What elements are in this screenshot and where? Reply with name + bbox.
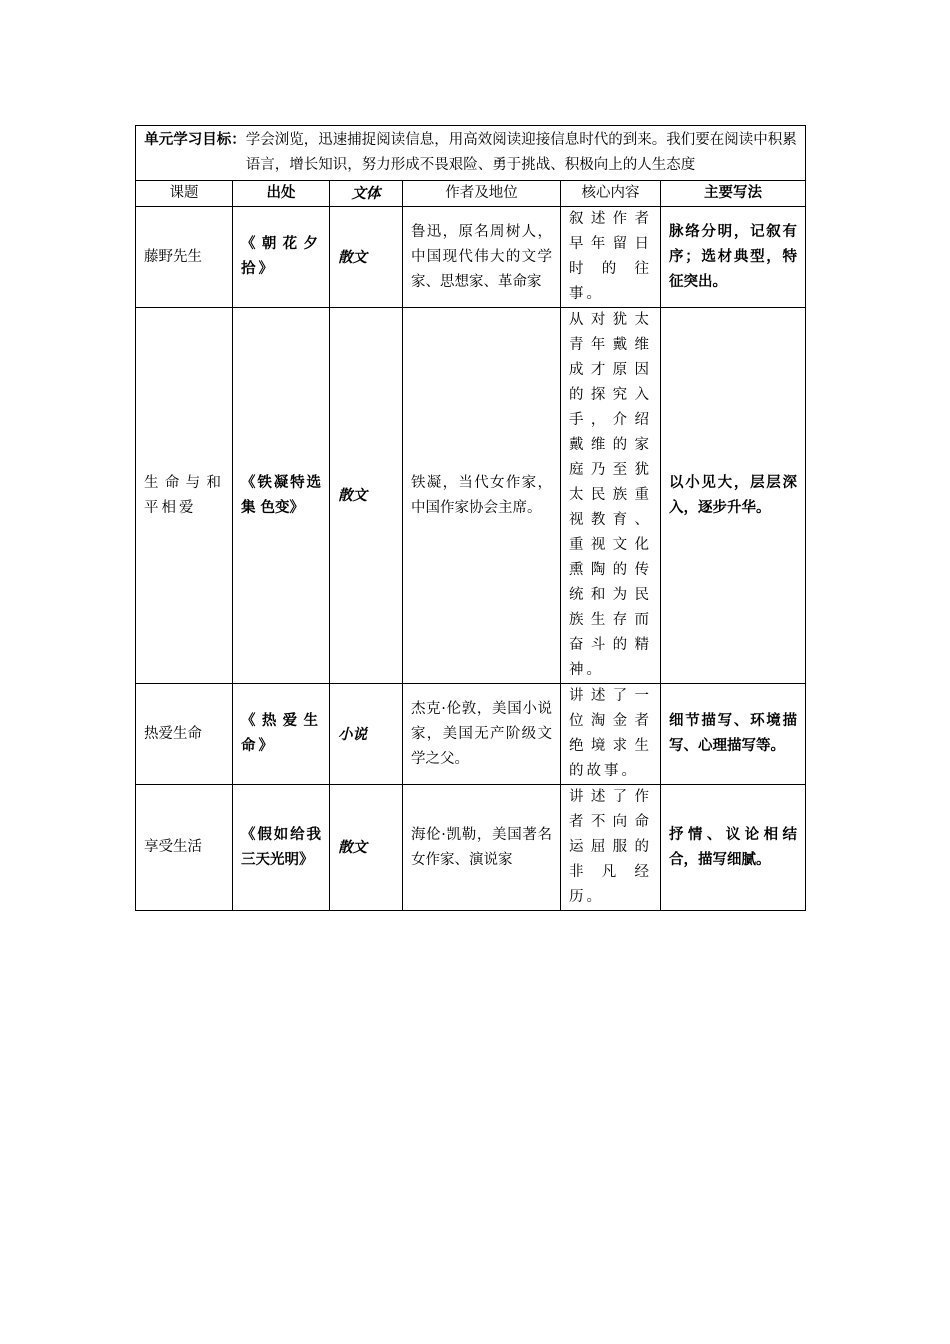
lesson-source: 《朝花夕拾》 xyxy=(233,207,330,308)
header-row xyxy=(136,181,806,207)
header-title: 课题 xyxy=(136,181,233,207)
lesson-method: 以小见大，层层深入，逐步升华。 xyxy=(661,308,806,684)
goal-cell xyxy=(136,126,806,181)
lesson-method: 抒情、议论相结合，描写细腻。 xyxy=(661,785,806,911)
lesson-author: 海伦·凯勒，美国著名女作家、演说家 xyxy=(403,785,561,911)
goal-label: 单元学习目标： xyxy=(144,132,246,148)
header-genre: 文体 xyxy=(330,181,403,207)
unit-table xyxy=(135,125,806,911)
lesson-source: 《热爱生命》 xyxy=(233,684,330,785)
table-row xyxy=(136,684,806,785)
lesson-content: 从对犹太青年戴维成才原因的探究入手，介绍戴维的家庭乃至犹太民族重视教育、重视文化熏陶的传统和为民族生存而奋斗的精神。 xyxy=(561,308,661,684)
header-content: 核心内容 xyxy=(561,181,661,207)
header-author: 作者及地位 xyxy=(403,181,561,207)
table-row xyxy=(136,785,806,911)
lesson-title: 热爱生命 xyxy=(136,684,233,785)
lesson-content: 讲述了作者不向命运屈服的非凡经历。 xyxy=(561,785,661,911)
header-method: 主要写法 xyxy=(661,181,806,207)
lesson-genre: 小说 xyxy=(330,684,403,785)
lesson-title: 藤野先生 xyxy=(136,207,233,308)
lesson-author: 杰克·伦敦，美国小说家，美国无产阶级文学之父。 xyxy=(403,684,561,785)
lesson-content: 叙述作者早年留日时的往事。 xyxy=(561,207,661,308)
header-source: 出处 xyxy=(233,181,330,207)
table-row xyxy=(136,207,806,308)
lesson-method: 细节描写、环境描写、心理描写等。 xyxy=(661,684,806,785)
table-row xyxy=(136,308,806,684)
lesson-content: 讲述了一位淘金者绝境求生的故事。 xyxy=(561,684,661,785)
lesson-title: 享受生活 xyxy=(136,785,233,911)
lesson-genre: 散文 xyxy=(330,308,403,684)
lesson-title: 生命与和平相爱 xyxy=(136,308,233,684)
lesson-source: 《铁凝特选集 色变》 xyxy=(233,308,330,684)
lesson-author: 鲁迅，原名周树人，中国现代伟大的文学家、思想家、革命家 xyxy=(403,207,561,308)
lesson-genre: 散文 xyxy=(330,785,403,911)
lesson-source: 《假如给我三天光明》 xyxy=(233,785,330,911)
lesson-genre: 散文 xyxy=(330,207,403,308)
lesson-author: 铁凝，当代女作家，中国作家协会主席。 xyxy=(403,308,561,684)
goal-row xyxy=(136,126,806,181)
lesson-method: 脉络分明，记叙有序；选材典型，特征突出。 xyxy=(661,207,806,308)
goal-text: 学会浏览，迅速捕捉阅读信息，用高效阅读迎接信息时代的到来。我们要在阅读中积累语言，增长知识，努力形成不畏艰险、勇于挑战、积极向上的人生态度 xyxy=(245,132,797,173)
